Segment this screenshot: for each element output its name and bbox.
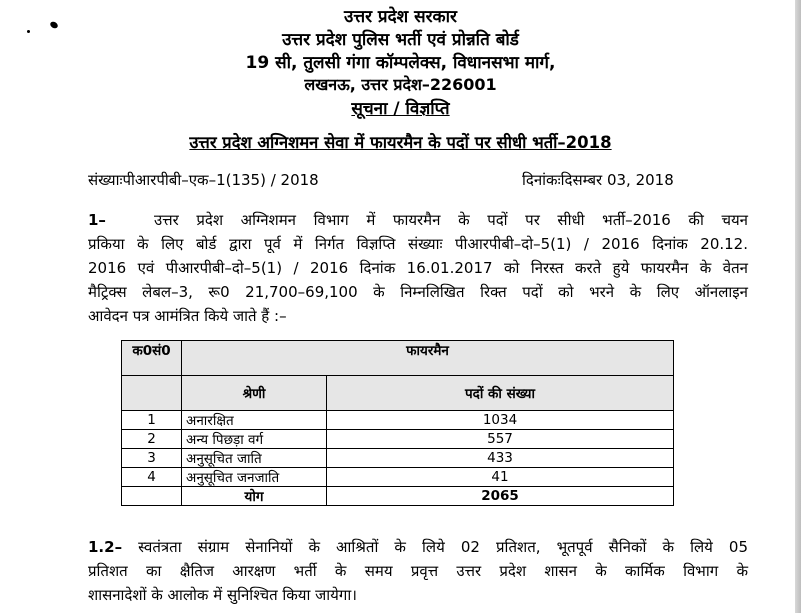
header-board-name: उत्तर प्रदेश पुलिस भर्ती एवं प्रोन्नति बोर्ड (282, 30, 519, 50)
row-serial: 1 (122, 411, 182, 430)
row-serial: 2 (122, 430, 182, 449)
paragraph-1 (88, 208, 748, 328)
col-header-serial: क0सं0 (122, 341, 182, 376)
total-blank (122, 487, 182, 506)
paragraph-2-line: प्रतिशत का क्षैतिज आरक्षण भर्ती के समय प्रवृत्त उत्तर प्रदेश शासन के कार्मिक विभाग के (88, 562, 748, 580)
row-serial: 3 (122, 449, 182, 468)
paragraph-1-line: 2016 एवं पीआरपीबी–दो–5(1) / 2016 दिनांक 16.01.2017 को निरस्त करते हुये फायरमैन के वेतन (88, 259, 748, 277)
row-serial: 4 (122, 468, 182, 487)
paragraph-1-line: आवेदन पत्र आमंत्रित किये जाते हैं :– (88, 307, 287, 325)
table-row (122, 449, 674, 468)
paragraph-2-number: 1.2– (88, 538, 123, 556)
vacancy-table (121, 340, 674, 506)
paragraph-2-line: शासनादेशों के आलोक में सुनिश्चित किया जायेगा। (88, 586, 357, 604)
row-count: 433 (327, 449, 674, 468)
row-count: 1034 (327, 411, 674, 430)
paragraph-1-number: 1– (88, 211, 106, 229)
row-count: 41 (327, 468, 674, 487)
row-category: अनुसूचित जाति (182, 449, 327, 468)
row-category: अनुसूचित जनजाति (182, 468, 327, 487)
reference-number: संख्याःपीआरपीबी–एक–1(135) / 2018 (88, 171, 319, 189)
table-row (122, 411, 674, 430)
table-row (122, 430, 674, 449)
total-label: योग (182, 487, 327, 506)
paragraph-2-line: 1.2– स्वतंत्रता संग्राम सेनानियों के आश्रितों के लिये 02 प्रतिशत, भूतपूर्व सैनिकों के लिये 05 (88, 538, 748, 556)
table-post-name: फायरमैन (182, 341, 674, 376)
total-value: 2065 (327, 487, 674, 506)
row-category: अन्य पिछड़ा वर्ग (182, 430, 327, 449)
row-count: 557 (327, 430, 674, 449)
header-notice-title: सूचना / विज्ञप्ति (351, 99, 450, 119)
paragraph-1-line: मैट्रिक्स लेबल–3, रू0 21,700–69,100 के निम्नलिखित रिक्त पदों को भरने के लिए ऑनलाइन (88, 283, 748, 301)
paragraph-1-2 (88, 535, 748, 607)
paragraph-1-line: 1– उत्तर प्रदेश अग्निशमन विभाग में फायरमैन के पदों पर सीधी भर्ती–2016 की चयन (88, 208, 748, 232)
table-total-row (122, 487, 674, 506)
col-header-count: पदों की संख्या (327, 376, 674, 411)
paragraph-1-line: प्रकिया के लिए बोर्ड द्वारा पूर्व में निर्गत विज्ञप्ति संख्याः पीआरपीबी–दो–5(1) / 2016 दिनांक 20.12. (88, 235, 748, 253)
header-city: लखनऊ, उत्तर प्रदेश–226001 (304, 75, 497, 94)
header-address: 19 सी, तुलसी गंगा कॉम्पलेक्स, विधानसभा मार्ग, (245, 53, 556, 73)
header-government: उत्तर प्रदेश सरकार (344, 7, 457, 27)
col-header-serial-blank (122, 376, 182, 411)
col-header-category: श्रेणी (182, 376, 327, 411)
notice-date: दिनांकःदिसम्बर 03, 2018 (522, 171, 674, 189)
notice-subject: उत्तर प्रदेश अग्निशमन सेवा में फायरमैन के पदों पर सीधी भर्ती–2018 (189, 133, 612, 152)
row-category: अनारक्षित (182, 411, 327, 430)
table-row (122, 468, 674, 487)
